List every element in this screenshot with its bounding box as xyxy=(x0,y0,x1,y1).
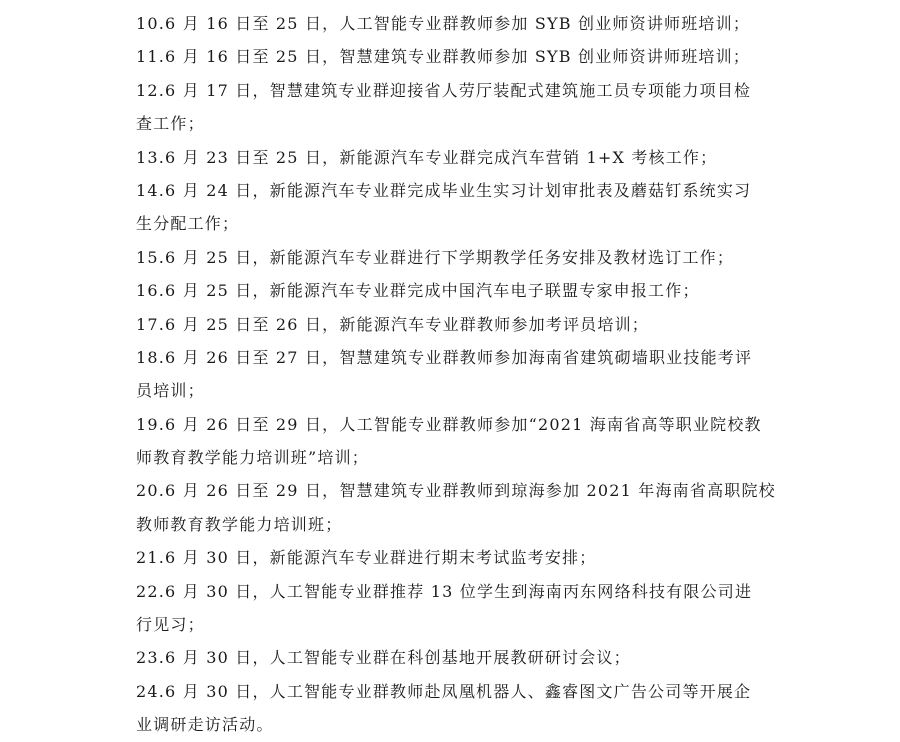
list-item xyxy=(0,241,900,274)
list-item-line: 19.6 月 26 日至 29 日，人工智能专业群教师参加“2021 海南省高等职业院校教 xyxy=(136,414,762,434)
list-item-line: 24.6 月 30 日，人工智能专业群教师赴凤凰机器人、鑫睿图文广告公司等开展企 xyxy=(136,681,752,701)
list-item xyxy=(0,274,900,307)
list-item-line-continued: 生分配工作； xyxy=(136,214,240,234)
list-item xyxy=(0,7,900,40)
list-item xyxy=(0,641,900,674)
list-item xyxy=(0,541,900,574)
list-item-line: 10.6 月 16 日至 25 日，人工智能专业群教师参加 SYB 创业师资讲师班培训； xyxy=(136,14,751,33)
list-item xyxy=(0,74,900,141)
list-item-line-continued: 师教育教学能力培训班”培训； xyxy=(136,448,369,468)
list-item-line-continued: 行见习； xyxy=(136,615,205,635)
list-item xyxy=(0,408,900,475)
activity-list xyxy=(0,7,900,742)
list-item-line-continued: 教师教育教学能力培训班； xyxy=(136,514,343,534)
list-item-line: 23.6 月 30 日，人工智能专业群在科创基地开展教研研讨会议； xyxy=(136,648,631,668)
list-item xyxy=(0,141,900,174)
list-item-line: 13.6 月 23 日至 25 日，新能源汽车专业群完成汽车营销 1+X 考核工作； xyxy=(136,147,718,167)
list-item-line: 14.6 月 24 日，新能源汽车专业群完成毕业生实习计划审批表及蘑菇钉系统实习 xyxy=(136,180,752,200)
list-item-line: 16.6 月 25 日，新能源汽车专业群完成中国汽车电子联盟专家申报工作； xyxy=(136,281,700,301)
list-item-line: 17.6 月 25 日至 26 日，新能源汽车专业群教师参加考评员培训； xyxy=(136,314,649,334)
list-item-line-continued: 员培训； xyxy=(136,381,205,401)
list-item xyxy=(0,341,900,408)
list-item xyxy=(0,575,900,642)
list-item xyxy=(0,174,900,241)
list-item xyxy=(0,308,900,341)
list-item-line: 15.6 月 25 日，新能源汽车专业群进行下学期教学任务安排及教材选订工作； xyxy=(136,247,735,267)
list-item-line-continued: 查工作； xyxy=(136,114,205,134)
list-item-line-continued: 业调研走访活动。 xyxy=(136,715,274,735)
list-item xyxy=(0,474,900,541)
list-item-line: 12.6 月 17 日，智慧建筑专业群迎接省人劳厅装配式建筑施工员专项能力项目检 xyxy=(136,80,752,100)
list-item-line: 21.6 月 30 日，新能源汽车专业群进行期末考试监考安排； xyxy=(136,548,597,568)
list-item-line: 20.6 月 26 日至 29 日，智慧建筑专业群教师到琼海参加 2021 年海南省高职院校 xyxy=(136,481,776,501)
list-item-line: 18.6 月 26 日至 27 日，智慧建筑专业群教师参加海南省建筑砌墙职业技能考评 xyxy=(136,347,753,367)
list-item-line: 11.6 月 16 日至 25 日，智慧建筑专业群教师参加 SYB 创业师资讲师班培训； xyxy=(136,47,751,67)
list-item xyxy=(0,675,900,742)
list-item xyxy=(0,40,900,73)
list-item-line: 22.6 月 30 日，人工智能专业群推荐 13 位学生到海南丙东网络科技有限公司进 xyxy=(136,581,753,601)
